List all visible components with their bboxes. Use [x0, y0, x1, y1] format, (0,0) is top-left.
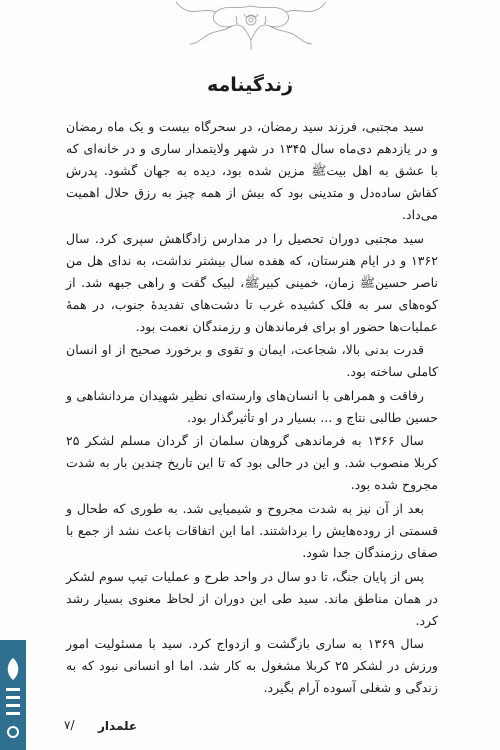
paragraph: قدرت بدنی بالا، شجاعت، ایمان و تقوی و برخورد صحیح از او انسان کاملی ساخته بود.	[66, 342, 438, 380]
biography-text	[66, 116, 438, 701]
paragraph: سال ۱۳۶۶ به فرماندهی گروهان سلمان از گردان مسلم لشکر ۲۵ کربلا منصوب شد. و این در حالی بود که تا این تاریخ چندین بار به شدت مجروح شده بود.	[66, 433, 438, 493]
floral-ornament-icon	[176, 0, 326, 52]
book-logo: علمدار	[98, 719, 138, 733]
page-footer	[0, 708, 500, 738]
paragraph: سال ۱۳۶۹ به ساری بازگشت و ازدواج کرد. سید با مسئولیت امور ورزش در لشکر ۲۵ کربلا مشغول به کار شد. اما او انسانی نبود که به زندگی و شغلی آسوده آرام بگیرد.	[66, 636, 438, 696]
paragraph: رفاقت و همراهی با انسان‌های وارسته‌ای نظیر شهیدان مردانشاهی و حسین طالبی نتاج و ... بسیار در او تأثیرگذار بود.	[66, 387, 438, 425]
paragraph: سید مجتبی، فرزند سید رمضان، در سحرگاه بیست و یک ماه رمضان و در یازدهم دی‌ماه سال ۱۳۴۵ در شهر ولایتمدار ساری و در خانه‌ای که با عشق به اهل بیت‌ﷺ مزین شده بود، دیده به جهان گشود. پدرش کفاش ساده‌دل و متدینی بود که بیش از همه چیز به رزق حلال اهمیت می‌داد.	[66, 119, 438, 222]
page-title: زندگینامه	[206, 74, 294, 96]
paragraph: بعد از آن نیز به شدت مجروح و شیمیایی شد. به طوری که طحال و قسمتی از روده‌هایش را برداشتند. اما این اتفاقات باعث نشد از جمع با صفای رزمندگان جدا شود.	[66, 500, 438, 560]
page-number: ۷/	[64, 718, 75, 732]
paragraph: سید مجتبی دوران تحصیل را در مدارس زادگاهش سپری کرد. سال ۱۳۶۲ و در ایام هنرستان، که هفده سال بیشتر نداشت، به ندای هل من ناصر حسین‌ﷺ زمان، خمینی کبیر‌ﷺ، لبیک گفت و راهی جبهه شد. از کوه‌های سر به فلک کشیده غرب تا دشت‌های تفدیدهٔ جنوب، در همهٔ عملیات‌ها حضور او برای فرماندهان و رزمندگان نعمت بود.	[66, 230, 438, 334]
publisher-watermark-icon	[0, 640, 26, 750]
paragraph: پس از پایان جنگ، تا دو سال در واحد طرح و عملیات تیپ سوم لشکر در همان مناطق ماند. سید طی این دوران از لحاظ معنوی بسیار رشد کرد.	[66, 568, 438, 628]
